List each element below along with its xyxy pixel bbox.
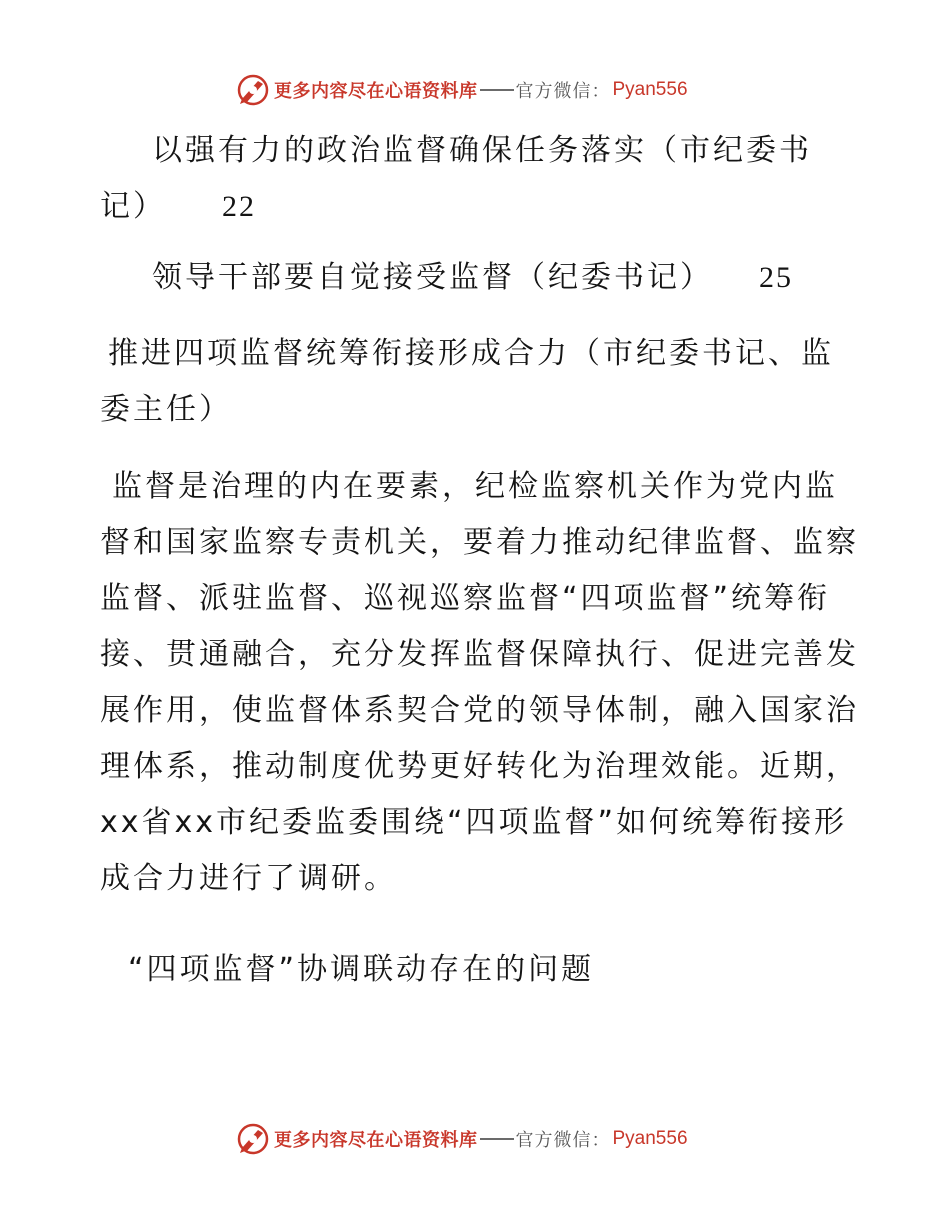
toc-entry-title: 领导干部要自觉接受监督（纪委书记）: [152, 260, 713, 295]
pen-logo-icon: [236, 1122, 270, 1156]
watermark-dash: [480, 1138, 514, 1140]
toc-entry-political-supervision: [100, 123, 860, 235]
watermark-account: Pyan556: [612, 79, 688, 100]
watermark-official-label: 官方微信：: [515, 81, 611, 102]
watermark-dash: [480, 89, 514, 91]
body-paragraph: 监督是治理的内在要素，纪检监察机关作为党内监督和国家监察专责机关，要着力推动纪律监督、监察监督、派驻监督、巡视巡察监督“四项监督”统筹衔接、贯通融合，充分发挥监督保障执行、促进完善发展作用，使监督体系契合党的领导体制，融入国家治理体系，推动制度优势更好转化为治理效能。近期，xx省xx市纪委监委围绕“四项监督”如何统筹衔接形成合力进行了调研。: [100, 469, 859, 896]
watermark-account: Pyan556: [612, 1128, 688, 1149]
article-title: 推进四项监督统筹衔接形成合力（市纪委书记、监委主任）: [100, 336, 834, 427]
toc-entry-title: 以强有力的政治监督确保任务落实（市纪委书记）: [100, 133, 812, 224]
watermark-banner-top: [236, 72, 688, 108]
section-heading: “四项监督”协调联动存在的问题: [128, 952, 595, 987]
watermark-text: 更多内容尽在心语资料库: [274, 1130, 478, 1151]
toc-page-number: 22: [222, 190, 256, 223]
pen-logo-icon: [236, 73, 270, 107]
watermark-banner-bottom: [236, 1121, 688, 1157]
watermark-official-label: 官方微信：: [515, 1130, 611, 1151]
toc-page-number: 25: [759, 261, 793, 294]
watermark-text: 更多内容尽在心语资料库: [274, 81, 478, 102]
toc-entry-accept-supervision: [100, 250, 860, 306]
